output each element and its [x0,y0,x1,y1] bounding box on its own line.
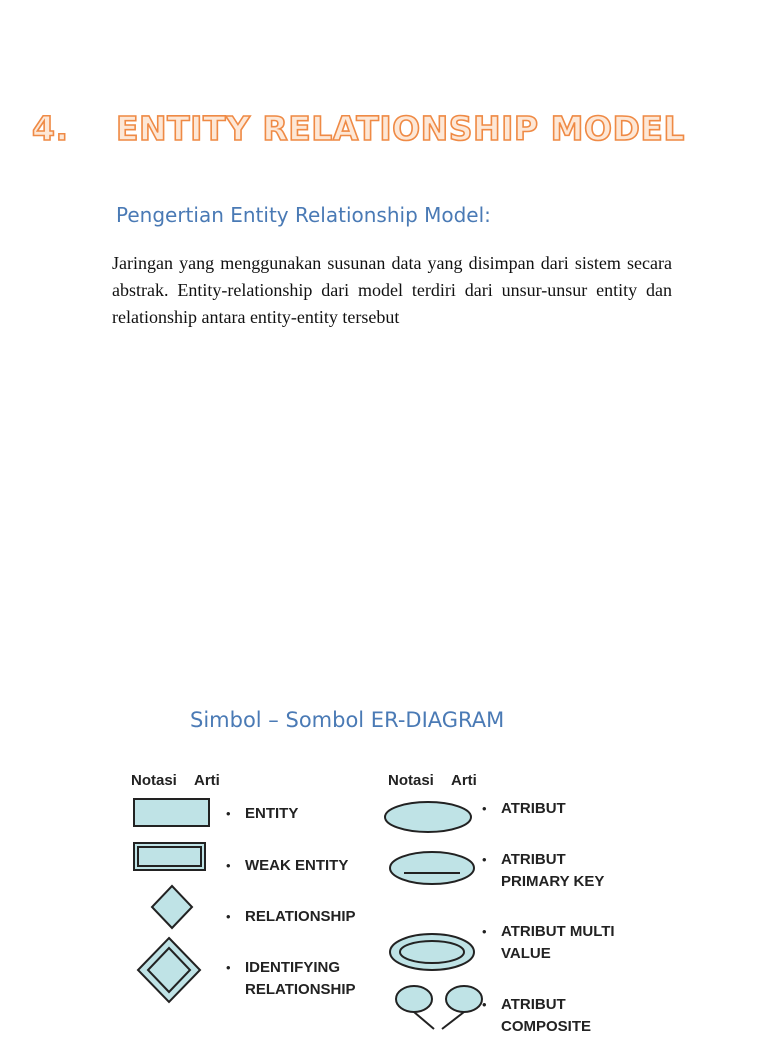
multivalue-label-line1: ATRIBUT MULTI [501,923,615,940]
composite-attribute-ellipses-icon [394,984,488,1024]
definition-paragraph: Jaringan yang menggunakan susunan data yang disimpan dari sistem secara abstrak. Entity-relationship dari model terdiri dari unsur-unsur entity dan relationship antara entity-entity tersebut [112,253,672,327]
bullet: • [226,909,231,924]
composite-label-line1: ATRIBUT [501,996,566,1013]
symbols-title: Simbol – Sombol ER-DIAGRAM [190,708,505,732]
primary-key-label-line1: ATRIBUT [501,851,566,868]
left-meaning-header: Arti [194,772,220,789]
section-title: ENTITY RELATIONSHIP MODEL [116,108,685,148]
subsection-title: Pengertian Entity Relationship Model: [116,203,491,227]
multivalue-attribute-double-ellipse-icon [388,932,476,972]
identifying-relationship-label-line1: IDENTIFYING [245,959,341,976]
primary-key-label-line2: PRIMARY KEY [501,873,605,890]
bullet: • [226,806,231,821]
weak-entity-label: WEAK ENTITY [245,857,349,874]
right-notation-header: Notasi [388,772,434,789]
relationship-diamond-icon [151,885,193,929]
attribute-label: ATRIBUT [501,800,566,817]
left-notation-header: Notasi [131,772,177,789]
entity-rectangle-icon [133,798,211,828]
composite-label-line2: COMPOSITE [501,1018,592,1035]
section-number: 4. [32,108,69,148]
attribute-ellipse-icon [383,800,473,834]
bullet: • [482,852,487,867]
relationship-label: RELATIONSHIP [245,908,356,925]
multivalue-label-line2: VALUE [501,945,551,962]
page-title [32,100,752,156]
bullet: • [226,858,231,873]
bullet: • [482,924,487,939]
weak-entity-double-rectangle-icon [133,842,207,872]
right-meaning-header: Arti [451,772,477,789]
primary-key-attribute-ellipse-icon [388,850,476,886]
bullet: • [482,997,487,1012]
bullet: • [226,960,231,975]
identifying-relationship-double-diamond-icon [137,937,201,1003]
identifying-relationship-label-line2: RELATIONSHIP [245,981,356,998]
bullet: • [482,801,487,816]
entity-label: ENTITY [245,805,299,822]
